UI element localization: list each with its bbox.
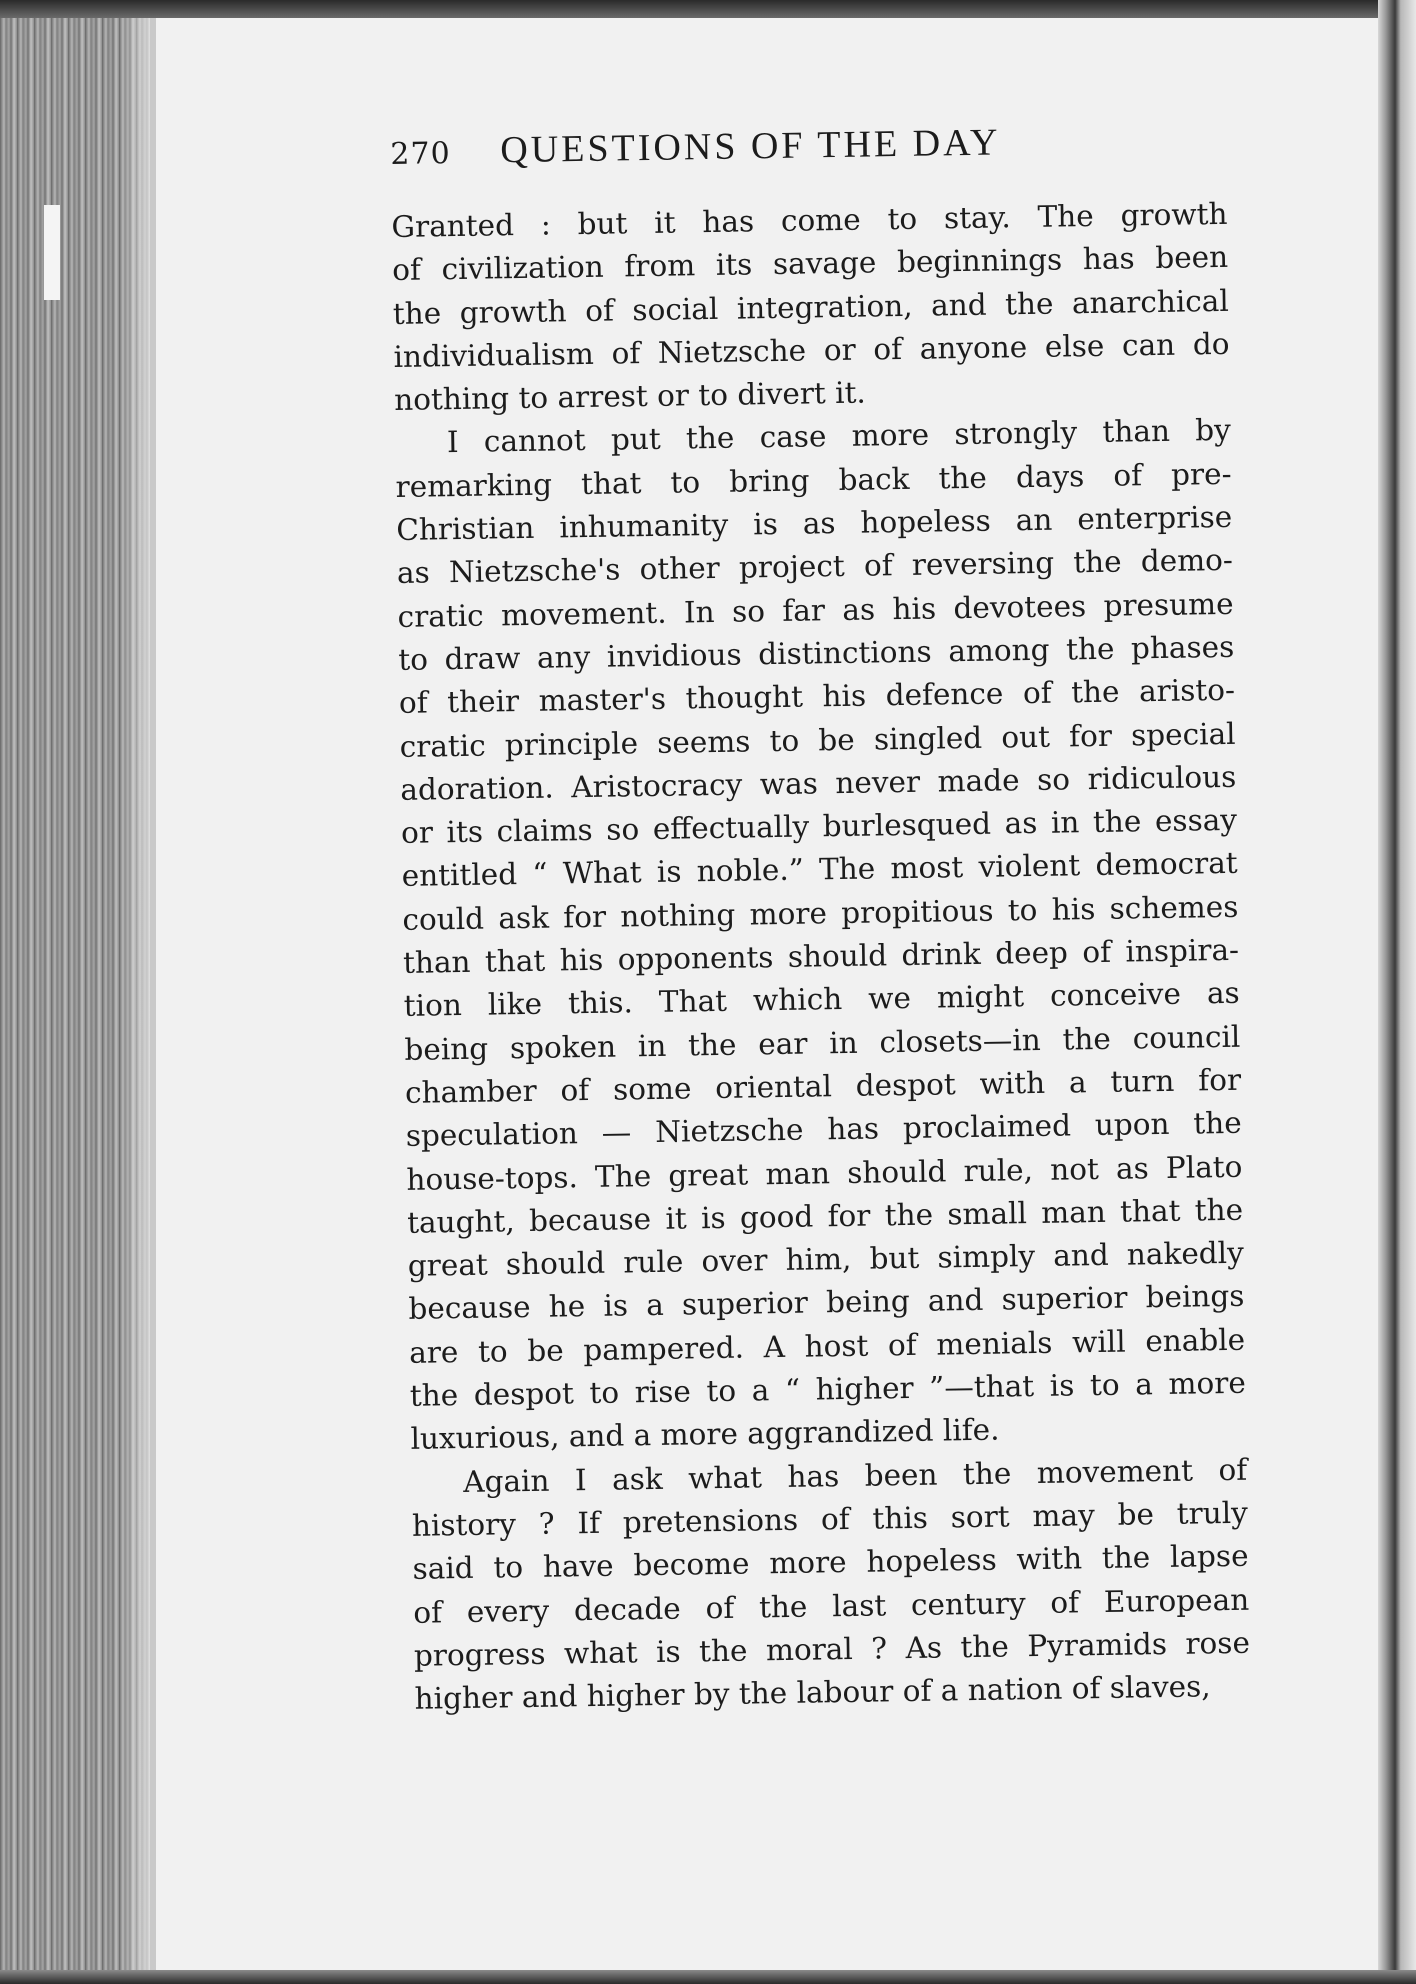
text-line: of their master's thought his defence of the aristo- xyxy=(398,673,1236,721)
text-line: or its claims so effectually burlesqued as in the essay xyxy=(400,802,1238,851)
paragraph xyxy=(391,193,1230,423)
running-title: QUESTIONS OF THE DAY xyxy=(500,121,1001,172)
text-line: of civilization from its savage beginnings has been xyxy=(391,240,1229,288)
text-line: as Nietzsche's other project of reversing the demo- xyxy=(396,543,1234,591)
text-line: great should rule over him, but simply and nakedly xyxy=(407,1235,1245,1283)
text-line: to draw any invidious distinctions among the phases xyxy=(398,629,1235,677)
text-line: because he is a superior being and superior beings xyxy=(408,1279,1245,1327)
text-line: adoration. Aristocracy was never made so ridiculous xyxy=(400,759,1237,807)
page-number: 270 xyxy=(390,136,451,172)
text-line: being spoken in the ear in closets—in the council xyxy=(404,1019,1241,1067)
text-line: history ? If pretensions of this sort may be truly xyxy=(411,1495,1249,1543)
body-text xyxy=(391,193,1251,1721)
text-line: Christian inhumanity is as hopeless an enterprise xyxy=(396,499,1233,548)
text-line: cratic principle seems to be singled out for special xyxy=(399,716,1236,764)
text-line: house-tops. The great man should rule, not as Plato xyxy=(406,1149,1243,1197)
text-line: of every decade of the last century of European xyxy=(413,1582,1250,1630)
text-line: are to be pampered. A host of menials will enable xyxy=(408,1322,1246,1370)
text-line: higher and higher by the labour of a nation of slaves, xyxy=(414,1669,1211,1716)
text-line: cratic movement. In so far as his devotees presume xyxy=(397,586,1234,634)
text-line: individualism of Nietzsche or of anyone else can do xyxy=(393,326,1230,374)
text-line: said to have become more hopeless with the lapse xyxy=(412,1538,1249,1587)
scanner-frame-top xyxy=(0,0,1416,18)
text-line: progress what is the moral ? As the Pyramids rose xyxy=(413,1625,1251,1673)
text-line: the despot to rise to a “ higher ”—that is to a more xyxy=(409,1365,1247,1413)
text-line: entitled “ What is noble.” The most violent democrat xyxy=(401,846,1238,894)
text-line: taught, because it is good for the small man that the xyxy=(406,1192,1244,1240)
text-line: could ask for nothing more propitious to his schemes xyxy=(402,889,1239,937)
scanner-frame-right xyxy=(1378,0,1416,1984)
page-edge-marker xyxy=(44,205,60,300)
scanner-frame-bottom xyxy=(0,1970,1416,1984)
paragraph xyxy=(395,409,1247,1461)
paragraph xyxy=(411,1448,1251,1721)
text-line: tion like this. That which we might conceive as xyxy=(403,976,1240,1024)
text-line: speculation — Nietzsche has proclaimed upon the xyxy=(405,1105,1242,1154)
text-line: nothing to arrest or to divert it. xyxy=(393,375,867,418)
text-line: chamber of some oriental despot with a turn for xyxy=(404,1062,1242,1110)
page-text-block xyxy=(390,117,1251,1721)
text-line: I cannot put the case more strongly than by xyxy=(446,413,1232,460)
text-line: the growth of social integration, and the anarchical xyxy=(392,283,1230,331)
text-line: Granted : but it has come to stay. The growth xyxy=(391,196,1228,244)
text-line: luxurious, and a more aggrandized life. xyxy=(410,1412,1000,1457)
text-line: Again I ask what has been the movement of xyxy=(462,1452,1248,1499)
text-line: than that his opponents should drink deep of inspira- xyxy=(402,932,1240,980)
text-line: remarking that to bring back the days of pre- xyxy=(395,456,1232,504)
